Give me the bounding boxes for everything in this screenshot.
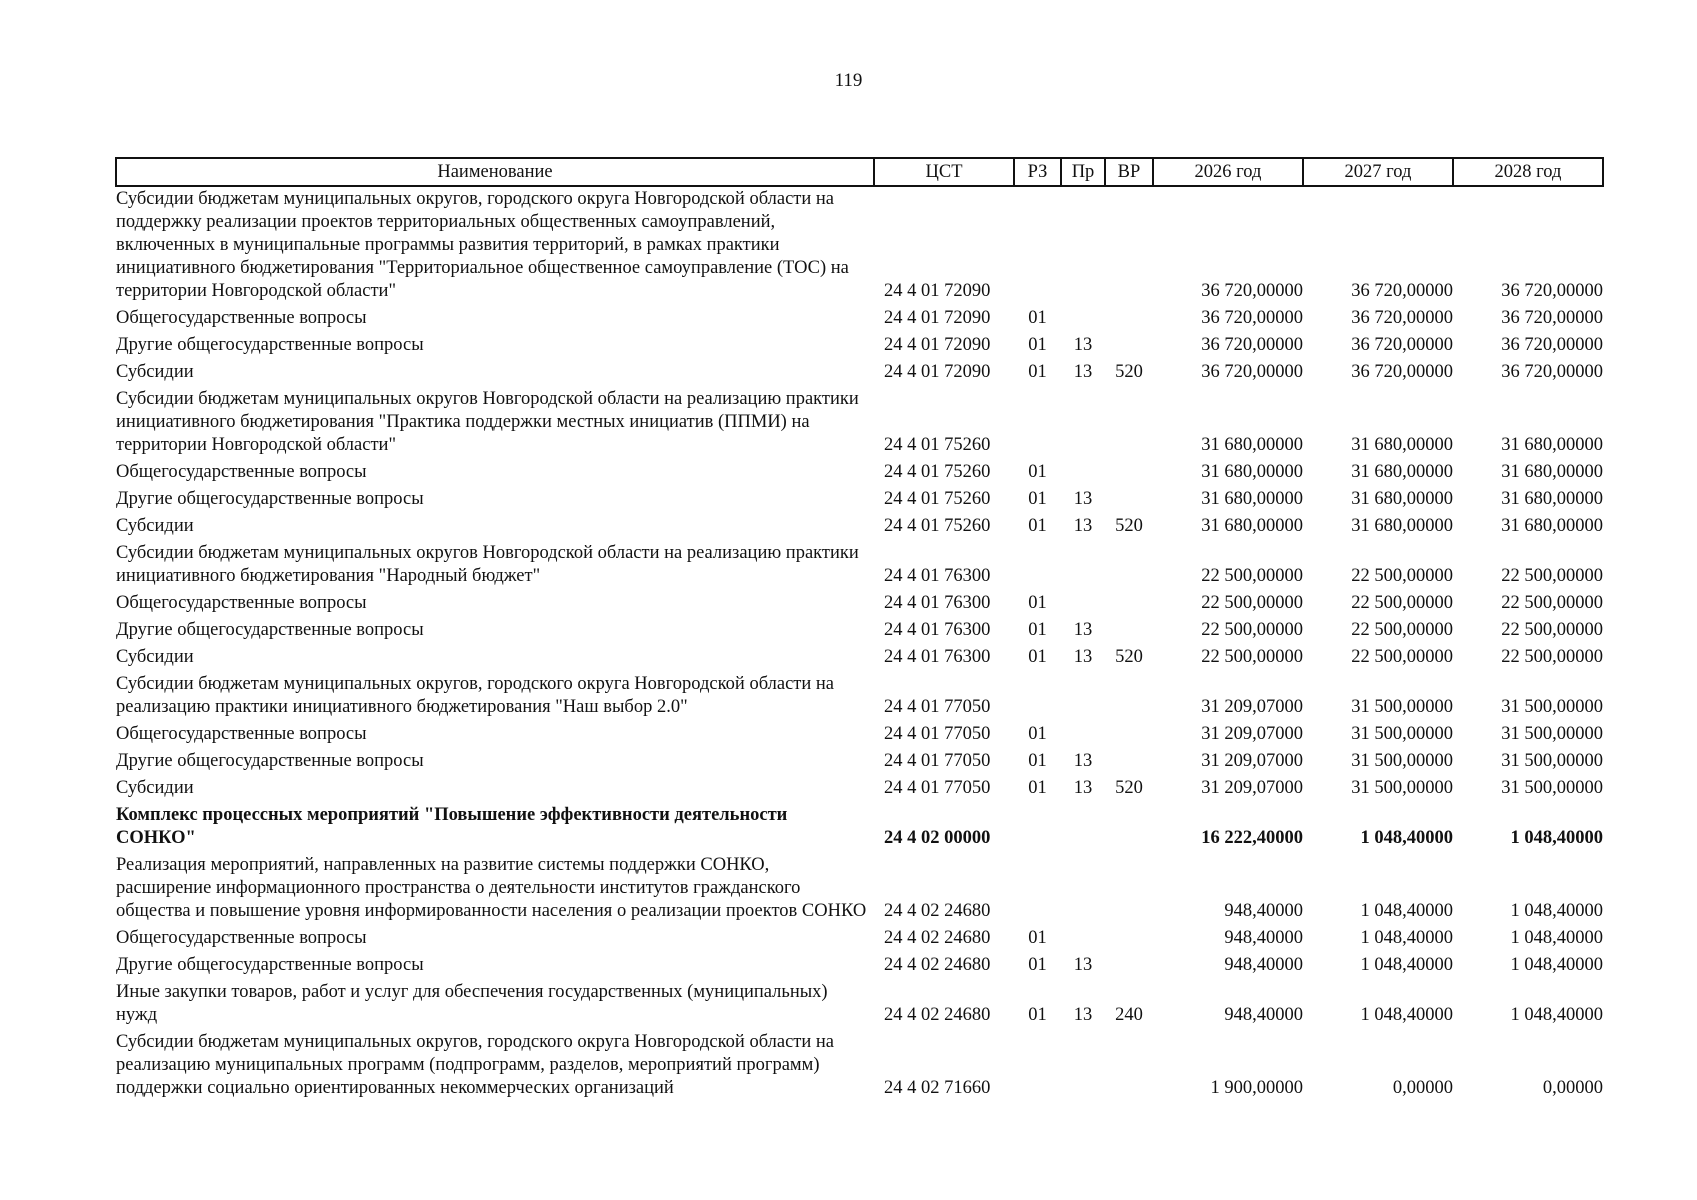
cell-vr (1105, 306, 1153, 333)
cell-name: Субсидии бюджетам муниципальных округов, городского округа Новгородской области на поддержку реализации проектов территориальных общественных самоуправлений, включенных в муниципальные программы развития территорий, в рамках практики инициативного бюджетирования "Территориальное общественное самоуправление (ТОС) на территории Новгородской области" (116, 189, 849, 301)
table-row (116, 803, 1603, 853)
cell-2027: 1 048,40000 (1360, 955, 1453, 975)
cell-2027: 36 720,00000 (1351, 335, 1453, 355)
header-cst: ЦСТ (874, 158, 1014, 186)
cell-cst: 24 4 01 75260 (884, 462, 991, 482)
cell-2028: 22 500,00000 (1501, 647, 1603, 667)
cell-2027: 22 500,00000 (1351, 566, 1453, 586)
table-row (116, 776, 1603, 803)
cell-rz: 01 (1028, 516, 1047, 536)
cell-name: Иные закупки товаров, работ и услуг для обеспечения государственных (муниципальных) нужд (116, 982, 828, 1025)
cell-pr (1061, 541, 1105, 591)
header-rz: РЗ (1014, 158, 1061, 186)
cell-name: Субсидии (116, 647, 194, 667)
cell-cst: 24 4 01 75260 (884, 435, 991, 455)
cell-pr (1061, 1030, 1105, 1103)
cell-pr (1061, 591, 1105, 618)
cell-pr: 13 (1073, 955, 1093, 975)
cell-rz (1014, 541, 1061, 591)
cell-2028: 31 500,00000 (1501, 697, 1603, 717)
cell-2026: 31 680,00000 (1201, 489, 1303, 509)
cell-pr (1061, 722, 1105, 749)
cell-rz (1014, 1030, 1061, 1103)
table-header-row (116, 158, 1603, 186)
cell-cst: 24 4 02 00000 (884, 828, 991, 848)
cell-cst: 24 4 02 24680 (884, 928, 991, 948)
cell-cst: 24 4 01 72090 (884, 362, 991, 382)
cell-2026: 31 209,07000 (1201, 751, 1303, 771)
cell-pr: 13 (1073, 1005, 1093, 1025)
table-row (116, 333, 1603, 360)
cell-vr (1105, 186, 1153, 306)
cell-2026: 31 680,00000 (1201, 516, 1303, 536)
cell-2026: 36 720,00000 (1201, 362, 1303, 382)
cell-rz (1014, 186, 1061, 306)
cell-pr: 13 (1073, 516, 1093, 536)
table-row (116, 186, 1603, 306)
table-row (116, 722, 1603, 749)
header-pr: Пр (1061, 158, 1105, 186)
cell-rz: 01 (1028, 724, 1047, 744)
cell-rz: 01 (1028, 778, 1047, 798)
cell-2027: 31 680,00000 (1351, 489, 1453, 509)
cell-2028: 1 048,40000 (1510, 828, 1603, 848)
cell-name: Субсидии бюджетам муниципальных округов, городского округа Новгородской области на реализацию муниципальных программ (подпрограмм, разделов, мероприятий программ) поддержки социально ориентированных некоммерческих организаций (116, 1032, 835, 1098)
cell-2027: 31 500,00000 (1351, 724, 1453, 744)
cell-pr (1061, 672, 1105, 722)
cell-rz: 01 (1028, 647, 1047, 667)
header-2027: 2027 год (1303, 158, 1453, 186)
cell-pr: 13 (1073, 620, 1093, 640)
cell-2026: 16 222,40000 (1201, 828, 1303, 848)
cell-vr (1105, 541, 1153, 591)
cell-name: Субсидии бюджетам муниципальных округов Новгородской области на реализацию практики инициативного бюджетирования "Народный бюджет" (116, 543, 859, 586)
cell-vr (1105, 953, 1153, 980)
cell-rz: 01 (1028, 955, 1047, 975)
cell-pr: 13 (1073, 489, 1093, 509)
cell-pr (1061, 306, 1105, 333)
cell-2026: 36 720,00000 (1201, 308, 1303, 328)
header-2028: 2028 год (1453, 158, 1603, 186)
cell-2027: 0,00000 (1392, 1078, 1453, 1098)
cell-vr (1105, 926, 1153, 953)
cell-rz (1014, 672, 1061, 722)
cell-cst: 24 4 01 76300 (884, 593, 991, 613)
cell-vr: 520 (1115, 516, 1143, 536)
cell-2026: 36 720,00000 (1201, 281, 1303, 301)
cell-2027: 36 720,00000 (1351, 308, 1453, 328)
cell-name: Субсидии (116, 362, 194, 382)
cell-2027: 31 680,00000 (1351, 435, 1453, 455)
cell-pr (1061, 387, 1105, 460)
cell-cst: 24 4 01 77050 (884, 724, 991, 744)
cell-2028: 22 500,00000 (1501, 593, 1603, 613)
cell-2027: 36 720,00000 (1351, 281, 1453, 301)
cell-name: Общегосударственные вопросы (116, 593, 367, 613)
table-row (116, 953, 1603, 980)
cell-2028: 22 500,00000 (1501, 566, 1603, 586)
cell-2026: 948,40000 (1224, 1005, 1303, 1025)
cell-vr: 520 (1115, 647, 1143, 667)
cell-2028: 31 500,00000 (1501, 751, 1603, 771)
cell-cst: 24 4 01 77050 (884, 751, 991, 771)
cell-name: Другие общегосударственные вопросы (116, 620, 424, 640)
cell-cst: 24 4 02 24680 (884, 901, 991, 921)
cell-2026: 36 720,00000 (1201, 335, 1303, 355)
cell-pr: 13 (1073, 335, 1093, 355)
table-row (116, 387, 1603, 460)
table-row (116, 360, 1603, 387)
cell-pr: 13 (1073, 751, 1093, 771)
cell-name: Другие общегосударственные вопросы (116, 335, 424, 355)
cell-2027: 1 048,40000 (1360, 828, 1453, 848)
cell-cst: 24 4 01 75260 (884, 516, 991, 536)
header-2026: 2026 год (1153, 158, 1303, 186)
cell-name: Реализация мероприятий, направленных на развитие системы поддержки СОНКО, расширение информационного пространства о деятельности институтов гражданского общества и повышение уровня информированности населения о реализации проектов СОНКО (116, 855, 867, 921)
cell-rz: 01 (1028, 308, 1047, 328)
table-row (116, 487, 1603, 514)
cell-name: Комплекс процессных мероприятий "Повышение эффективности деятельности СОНКО" (116, 805, 788, 848)
cell-rz: 01 (1028, 928, 1047, 948)
cell-2027: 31 500,00000 (1351, 697, 1453, 717)
cell-2028: 36 720,00000 (1501, 281, 1603, 301)
cell-pr: 13 (1073, 778, 1093, 798)
cell-pr (1061, 803, 1105, 853)
cell-cst: 24 4 02 24680 (884, 955, 991, 975)
cell-rz (1014, 803, 1061, 853)
cell-vr (1105, 460, 1153, 487)
cell-name: Субсидии бюджетам муниципальных округов, городского округа Новгородской области на реализацию практики инициативного бюджетирования "Наш выбор 2.0" (116, 674, 835, 717)
budget-table (115, 157, 1604, 1103)
cell-2027: 22 500,00000 (1351, 620, 1453, 640)
cell-2026: 22 500,00000 (1201, 566, 1303, 586)
cell-2027: 1 048,40000 (1360, 928, 1453, 948)
cell-name: Субсидии (116, 516, 194, 536)
cell-vr (1105, 487, 1153, 514)
table-row (116, 980, 1603, 1030)
table-row (116, 749, 1603, 776)
cell-2026: 1 900,00000 (1210, 1078, 1303, 1098)
cell-rz: 01 (1028, 620, 1047, 640)
cell-vr (1105, 387, 1153, 460)
cell-cst: 24 4 01 75260 (884, 489, 991, 509)
cell-name: Общегосударственные вопросы (116, 724, 367, 744)
cell-2026: 948,40000 (1224, 955, 1303, 975)
cell-name: Общегосударственные вопросы (116, 308, 367, 328)
cell-vr (1105, 618, 1153, 645)
cell-vr (1105, 722, 1153, 749)
cell-rz: 01 (1028, 462, 1047, 482)
cell-2026: 948,40000 (1224, 928, 1303, 948)
cell-vr (1105, 1030, 1153, 1103)
cell-2026: 22 500,00000 (1201, 593, 1303, 613)
cell-2026: 948,40000 (1224, 901, 1303, 921)
header-vr: ВР (1105, 158, 1153, 186)
cell-name: Другие общегосударственные вопросы (116, 955, 424, 975)
header-name: Наименование (116, 158, 874, 186)
cell-name: Субсидии бюджетам муниципальных округов Новгородской области на реализацию практики инициативного бюджетирования "Практика поддержки местных инициатив (ППМИ) на территории Новгородской области" (116, 389, 859, 455)
cell-cst: 24 4 02 24680 (884, 1005, 991, 1025)
cell-vr (1105, 803, 1153, 853)
cell-2028: 31 500,00000 (1501, 724, 1603, 744)
table-body (116, 186, 1603, 1103)
cell-cst: 24 4 01 72090 (884, 308, 991, 328)
cell-vr: 520 (1115, 778, 1143, 798)
cell-pr (1061, 926, 1105, 953)
cell-2026: 31 209,07000 (1201, 697, 1303, 717)
table-row (116, 853, 1603, 926)
cell-name: Общегосударственные вопросы (116, 462, 367, 482)
cell-2028: 22 500,00000 (1501, 620, 1603, 640)
cell-cst: 24 4 01 76300 (884, 647, 991, 667)
cell-cst: 24 4 01 77050 (884, 778, 991, 798)
cell-vr (1105, 333, 1153, 360)
cell-vr (1105, 591, 1153, 618)
cell-2026: 22 500,00000 (1201, 620, 1303, 640)
cell-rz: 01 (1028, 751, 1047, 771)
cell-rz: 01 (1028, 1005, 1047, 1025)
cell-rz: 01 (1028, 335, 1047, 355)
cell-2027: 22 500,00000 (1351, 647, 1453, 667)
cell-vr (1105, 853, 1153, 926)
cell-2027: 1 048,40000 (1360, 1005, 1453, 1025)
cell-vr: 240 (1115, 1005, 1143, 1025)
cell-2028: 31 680,00000 (1501, 435, 1603, 455)
cell-cst: 24 4 01 76300 (884, 566, 991, 586)
cell-2027: 31 680,00000 (1351, 462, 1453, 482)
cell-pr (1061, 460, 1105, 487)
cell-2028: 36 720,00000 (1501, 335, 1603, 355)
cell-rz (1014, 387, 1061, 460)
table-row (116, 306, 1603, 333)
cell-rz: 01 (1028, 489, 1047, 509)
table-row (116, 1030, 1603, 1103)
cell-pr (1061, 853, 1105, 926)
cell-2028: 31 680,00000 (1501, 516, 1603, 536)
cell-2028: 1 048,40000 (1510, 955, 1603, 975)
cell-name: Общегосударственные вопросы (116, 928, 367, 948)
cell-2028: 31 680,00000 (1501, 489, 1603, 509)
cell-2027: 31 680,00000 (1351, 516, 1453, 536)
cell-2026: 31 209,07000 (1201, 778, 1303, 798)
cell-2027: 31 500,00000 (1351, 751, 1453, 771)
cell-2028: 1 048,40000 (1510, 1005, 1603, 1025)
cell-pr: 13 (1073, 362, 1093, 382)
table-row (116, 618, 1603, 645)
cell-2027: 1 048,40000 (1360, 901, 1453, 921)
cell-2027: 31 500,00000 (1351, 778, 1453, 798)
cell-2028: 0,00000 (1542, 1078, 1603, 1098)
cell-2027: 22 500,00000 (1351, 593, 1453, 613)
table-row (116, 514, 1603, 541)
cell-2027: 36 720,00000 (1351, 362, 1453, 382)
cell-2028: 1 048,40000 (1510, 928, 1603, 948)
cell-2026: 22 500,00000 (1201, 647, 1303, 667)
table-row (116, 541, 1603, 591)
page-number: 119 (834, 70, 863, 91)
cell-cst: 24 4 01 72090 (884, 281, 991, 301)
cell-rz (1014, 853, 1061, 926)
table-row (116, 926, 1603, 953)
cell-rz: 01 (1028, 593, 1047, 613)
table-row (116, 645, 1603, 672)
cell-2028: 36 720,00000 (1501, 308, 1603, 328)
cell-2026: 31 680,00000 (1201, 462, 1303, 482)
cell-name: Другие общегосударственные вопросы (116, 489, 424, 509)
table-row (116, 460, 1603, 487)
cell-cst: 24 4 01 77050 (884, 697, 991, 717)
cell-cst: 24 4 01 76300 (884, 620, 991, 640)
cell-2026: 31 680,00000 (1201, 435, 1303, 455)
cell-2028: 36 720,00000 (1501, 362, 1603, 382)
cell-pr (1061, 186, 1105, 306)
cell-vr: 520 (1115, 362, 1143, 382)
cell-2028: 31 680,00000 (1501, 462, 1603, 482)
cell-name: Субсидии (116, 778, 194, 798)
cell-vr (1105, 749, 1153, 776)
cell-2026: 31 209,07000 (1201, 724, 1303, 744)
cell-rz: 01 (1028, 362, 1047, 382)
cell-2028: 31 500,00000 (1501, 778, 1603, 798)
cell-name: Другие общегосударственные вопросы (116, 751, 424, 771)
cell-2028: 1 048,40000 (1510, 901, 1603, 921)
cell-pr: 13 (1073, 647, 1093, 667)
table-row (116, 591, 1603, 618)
table-row (116, 672, 1603, 722)
cell-cst: 24 4 02 71660 (884, 1078, 991, 1098)
cell-vr (1105, 672, 1153, 722)
cell-cst: 24 4 01 72090 (884, 335, 991, 355)
